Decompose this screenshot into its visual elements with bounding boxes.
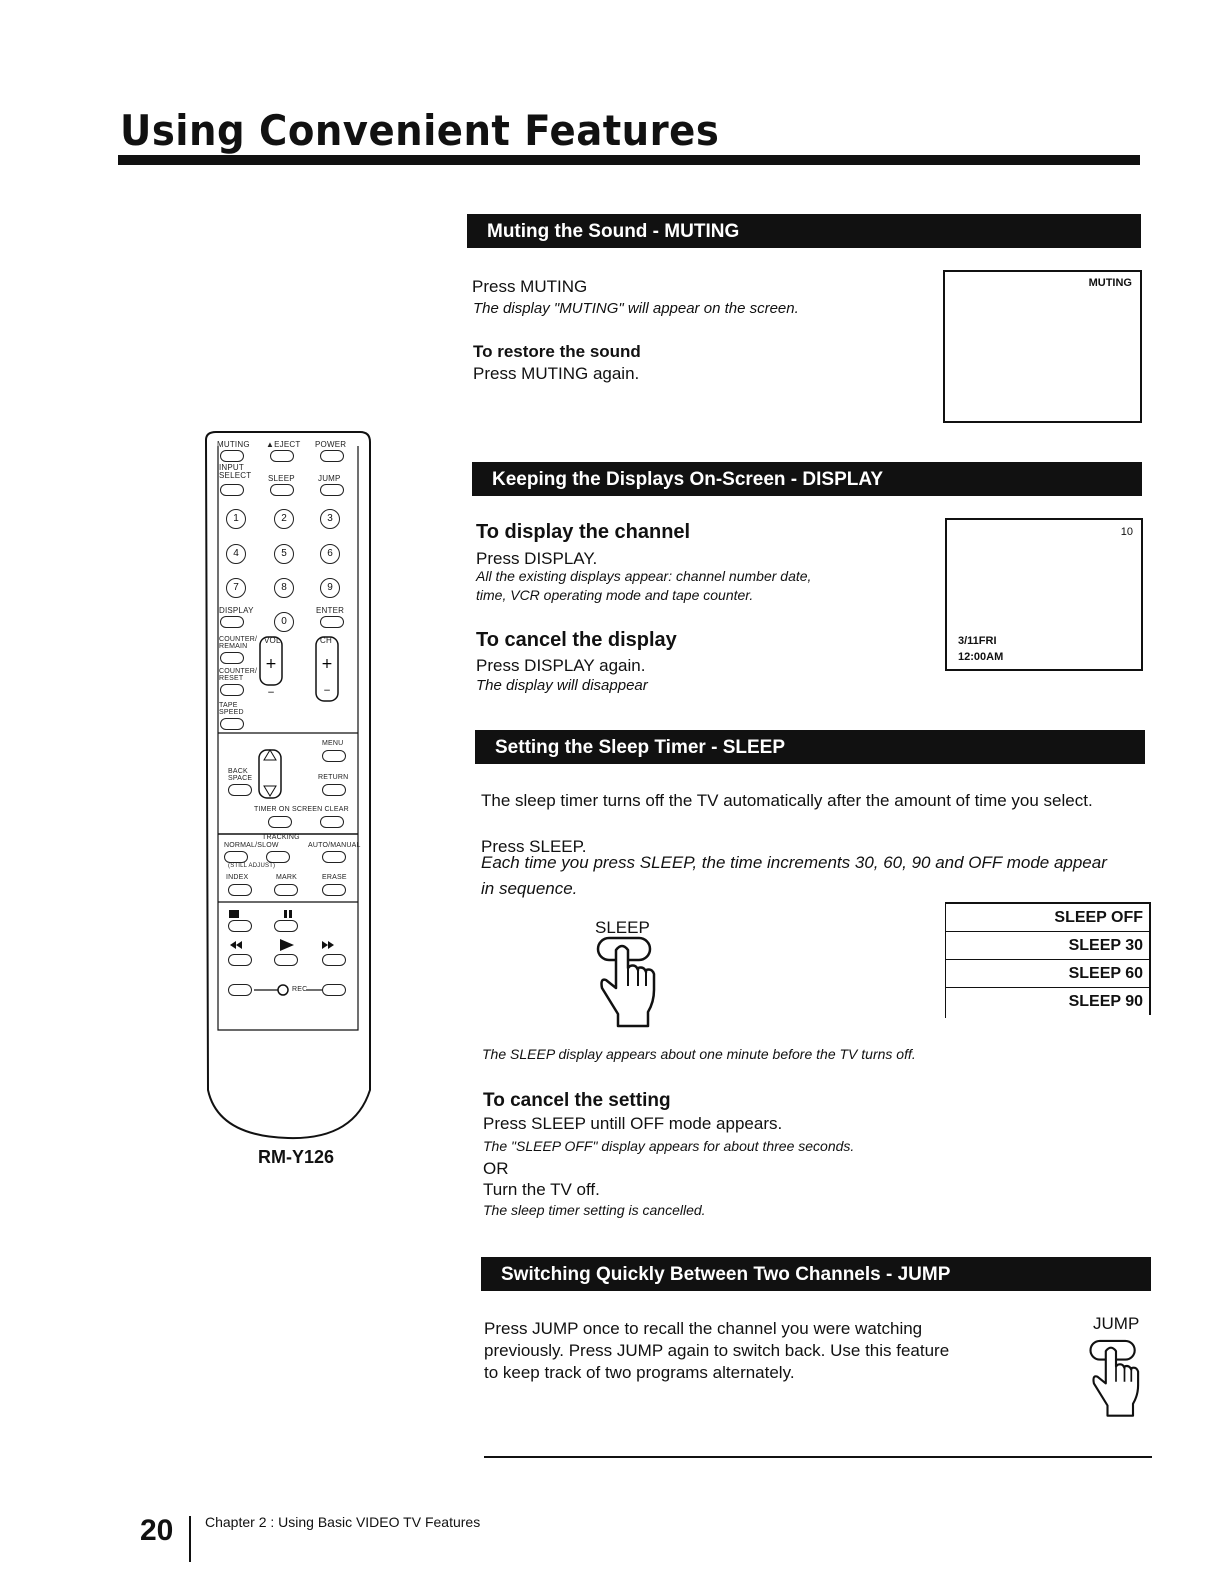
display-screen-date: 3/11FRI	[958, 635, 997, 647]
jump-text-line-2: previously. Press JUMP again to switch back. Use this feature	[484, 1341, 950, 1360]
remote-number-button: 9	[320, 578, 340, 598]
remote-number-button: 7	[226, 578, 246, 598]
remote-enter-button	[320, 616, 344, 628]
remote-number-button: 0	[274, 612, 294, 632]
sleep-press-text: Press SLEEP.	[481, 837, 587, 856]
remote-label-counter-reset: COUNTER/ RESET	[219, 668, 258, 682]
remote-clear-button	[320, 816, 344, 828]
remote-timer-button	[268, 816, 292, 828]
sleep-mode-row	[946, 988, 1150, 1016]
remote-label-normal-slow: NORMAL/SLOW	[224, 842, 279, 849]
sleep-cancel-note: The "SLEEP OFF" display appears for about three seconds.	[483, 1138, 855, 1154]
remote-tape-speed-button	[220, 718, 244, 730]
display-screen-time: 12:00AM	[958, 651, 1004, 663]
remote-counter-reset-button	[220, 684, 244, 696]
sleep-mode-row	[946, 903, 1150, 932]
remote-label-ch: CH	[320, 636, 332, 645]
remote-label-rec: REC	[292, 986, 308, 993]
remote-label-menu: MENU	[322, 740, 344, 747]
remote-power-button	[320, 450, 344, 462]
remote-rec-left-button	[228, 984, 252, 996]
muting-section-header: Muting the Sound - MUTING	[467, 214, 1141, 248]
remote-number-button: 2	[274, 509, 294, 529]
muting-note: The display "MUTING" will appear on the screen.	[473, 300, 799, 317]
sleep-press-hand-icon	[588, 936, 668, 1032]
remote-label-auto-manual: AUTO/MANUAL	[308, 842, 361, 849]
remote-number-button: 8	[274, 578, 294, 598]
display-screen-illustration	[945, 518, 1143, 671]
remote-label-eject: ▲EJECT	[266, 440, 301, 449]
display-screen-channel: 10	[1120, 526, 1133, 538]
svg-text:+: +	[321, 656, 333, 672]
muting-restore-title: To restore the sound	[473, 342, 641, 361]
remote-input-select-button	[220, 484, 244, 496]
remote-sleep-button	[270, 484, 294, 496]
remote-number-button: 6	[320, 544, 340, 564]
display-cancel-title: To cancel the display	[476, 629, 677, 651]
sleep-cancel-text: Press SLEEP untill OFF mode appears.	[483, 1114, 783, 1133]
remote-label-index: INDEX	[226, 874, 249, 881]
svg-text:+: +	[265, 656, 277, 672]
display-section-header: Keeping the Displays On-Screen - DISPLAY	[472, 462, 1142, 496]
remote-number-button: 1	[226, 509, 246, 529]
remote-label-sleep: SLEEP	[268, 474, 295, 483]
remote-label-vol: VOL	[264, 636, 281, 645]
remote-counter-remain-button	[220, 652, 244, 664]
remote-tracking-up-button	[224, 851, 248, 863]
remote-control-illustration	[204, 430, 372, 1140]
remote-back-space-button	[228, 784, 252, 796]
page-number: 20	[140, 1514, 174, 1547]
remote-label-muting: MUTING	[217, 440, 250, 449]
remote-fast-forward-button	[322, 954, 346, 966]
footer-divider	[189, 1516, 191, 1562]
remote-mark-button	[274, 884, 298, 896]
remote-label-mark: MARK	[276, 874, 298, 881]
remote-number-button: 4	[226, 544, 246, 564]
jump-text-line-3: to keep track of two programs alternately.	[484, 1363, 795, 1382]
display-cancel-text: Press DISPLAY again.	[476, 656, 646, 675]
sleep-or: OR	[483, 1159, 509, 1178]
display-show-title: To display the channel	[476, 521, 691, 543]
remote-model-label: RM-Y126	[258, 1147, 335, 1167]
sleep-mode-30: SLEEP 30	[946, 932, 1150, 960]
remote-label-jump: JUMP	[318, 474, 341, 483]
sleep-note-2: in sequence.	[481, 879, 578, 898]
remote-stop-button	[228, 920, 252, 932]
bottom-rule	[484, 1456, 1152, 1458]
remote-label-timer: TIMER ON SCREEN CLEAR	[254, 806, 349, 813]
remote-label-power: POWER	[315, 440, 347, 449]
remote-label-tracking: TRACKING	[262, 834, 300, 841]
remote-label-input-select: INPUT SELECT	[219, 463, 252, 480]
remote-label-erase: ERASE	[322, 874, 347, 881]
remote-rewind-button	[228, 954, 252, 966]
remote-return-button	[322, 784, 346, 796]
sleep-mode-off: SLEEP OFF	[946, 903, 1150, 932]
jump-button-label: JUMP	[1093, 1314, 1140, 1333]
remote-muting-button	[220, 450, 244, 462]
sleep-display-note: The SLEEP display appears about one minute before the TV turns off.	[482, 1046, 916, 1062]
svg-text:−: −	[323, 686, 331, 696]
sleep-intro: The sleep timer turns off the TV automatically after the amount of time you select.	[481, 791, 1093, 810]
muting-screen-illustration	[943, 270, 1142, 423]
sleep-section-header: Setting the Sleep Timer - SLEEP	[475, 730, 1145, 764]
sleep-mode-row	[946, 932, 1150, 960]
page-title: Using Convenient Features	[120, 106, 720, 155]
remote-label-return: RETURN	[318, 774, 349, 781]
remote-label-enter: ENTER	[316, 606, 345, 615]
remote-eject-button	[270, 450, 294, 462]
remote-auto-manual-button	[322, 851, 346, 863]
remote-label-back-space: BACK SPACE	[228, 768, 253, 782]
title-rule	[118, 155, 1140, 165]
footer-chapter-text: Chapter 2 : Using Basic VIDEO TV Features	[205, 1514, 481, 1530]
remote-label-tape-speed: TAPE SPEED	[219, 702, 244, 716]
remote-display-button	[220, 616, 244, 628]
sleep-mode-60: SLEEP 60	[946, 960, 1150, 988]
display-show-text: Press DISPLAY.	[476, 549, 598, 568]
remote-jump-button	[320, 484, 344, 496]
remote-label-still-adjust: (STILL ADJUST)	[228, 863, 276, 869]
sleep-note-1: Each time you press SLEEP, the time increments 30, 60, 90 and OFF mode appear	[481, 853, 1107, 872]
display-show-note-2: time, VCR operating mode and tape counter.	[476, 587, 754, 603]
display-show-note-1: All the existing displays appear: channel number date,	[476, 568, 812, 584]
remote-play-button	[274, 954, 298, 966]
remote-number-button: 5	[274, 544, 294, 564]
jump-press-hand-icon	[1082, 1332, 1150, 1428]
remote-rec-right-button	[322, 984, 346, 996]
remote-pause-button	[274, 920, 298, 932]
sleep-turn-off: Turn the TV off.	[483, 1180, 600, 1199]
svg-text:−: −	[267, 688, 275, 698]
sleep-table-left-edge	[945, 902, 946, 1018]
remote-number-button: 3	[320, 509, 340, 529]
remote-tracking-down-button	[266, 851, 290, 863]
remote-menu-button	[322, 750, 346, 762]
remote-index-button	[228, 884, 252, 896]
remote-erase-button	[322, 884, 346, 896]
jump-text-line-1: Press JUMP once to recall the channel you were watching	[484, 1319, 923, 1338]
display-cancel-note: The display will disappear	[476, 677, 648, 694]
remote-label-display: DISPLAY	[219, 606, 254, 615]
sleep-mode-row	[946, 960, 1150, 988]
sleep-mode-90: SLEEP 90	[946, 988, 1150, 1016]
remote-label-counter-remain: COUNTER/ REMAIN	[219, 636, 258, 650]
muting-press-text: Press MUTING	[472, 277, 588, 296]
sleep-turn-off-note: The sleep timer setting is cancelled.	[483, 1202, 706, 1218]
sleep-button-label: SLEEP	[595, 918, 650, 937]
sleep-cancel-title: To cancel the setting	[483, 1090, 671, 1111]
sleep-modes-table	[946, 902, 1151, 1015]
muting-screen-label: MUTING	[1088, 277, 1132, 289]
jump-section-header: Switching Quickly Between Two Channels - JUMP	[481, 1257, 1151, 1291]
muting-restore-text: Press MUTING again.	[473, 364, 640, 383]
